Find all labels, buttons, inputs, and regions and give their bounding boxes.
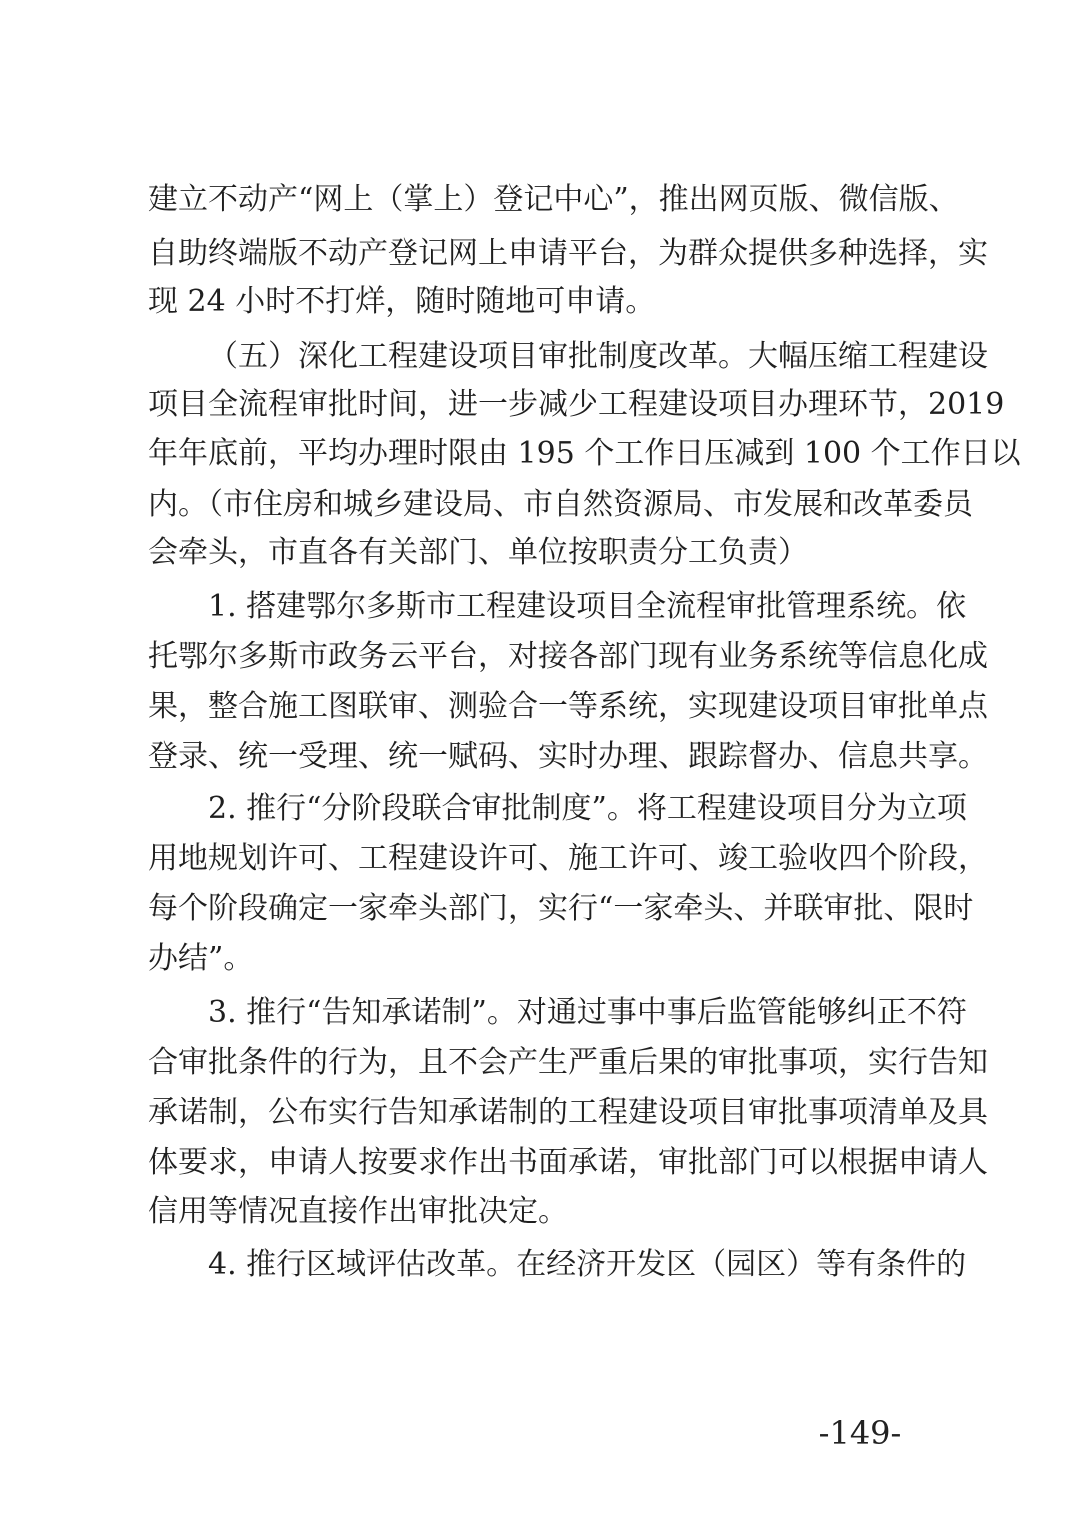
body-text-line: 项目全流程审批时间，进一步减少工程建设项目办理环节，2019 [148,387,1005,422]
body-text-line: 果，整合施工图联审、测验合一等系统，实现建设项目审批单点 [148,689,988,724]
body-text-line: 年年底前，平均办理时限由 195 个工作日压减到 100 个工作日以 [148,436,1021,471]
item-heading-line: 4. 推行区域评估改革。在经济开发区（园区）等有条件的 [208,1247,967,1282]
body-text-line: 建立不动产“网上（掌上）登记中心”，推出网页版、微信版、 [148,182,959,217]
body-text-line: 登录、统一受理、统一赋码、实时办理、跟踪督办、信息共享。 [148,739,988,774]
section-heading-line: （五）深化工程建设项目审批制度改革。大幅压缩工程建设 [208,339,988,374]
body-text-line: 承诺制，公布实行告知承诺制的工程建设项目审批事项清单及具 [148,1095,988,1130]
body-text-line: 现 24 小时不打烊，随时随地可申请。 [148,284,656,319]
body-text-line: 内。（市住房和城乡建设局、市自然资源局、市发展和改革委员 [148,487,973,522]
body-text-line: 会牵头，市直各有关部门、单位按职责分工负责） [148,535,808,570]
body-text-line: 合审批条件的行为，且不会产生严重后果的审批事项，实行告知 [148,1045,988,1080]
body-text-line: 每个阶段确定一家牵头部门，实行“一家牵头、并联审批、限时 [148,891,974,926]
page-number: -149- [818,1414,902,1452]
body-text-line: 自助终端版不动产登记网上申请平台，为群众提供多种选择，实 [148,236,988,271]
item-heading-line: 1. 搭建鄂尔多斯市工程建设项目全流程审批管理系统。依 [208,589,967,624]
body-text-line: 体要求，申请人按要求作出书面承诺，审批部门可以根据申请人 [148,1145,988,1180]
body-text-line: 办结”。 [148,941,254,976]
body-text-line: 信用等情况直接作出审批决定。 [148,1194,568,1229]
body-text-line: 托鄂尔多斯市政务云平台，对接各部门现有业务系统等信息化成 [148,639,988,674]
item-heading-line: 2. 推行“分阶段联合审批制度”。将工程建设项目分为立项 [208,791,967,826]
item-heading-line: 3. 推行“告知承诺制”。对通过事中事后监管能够纠正不符 [208,995,967,1030]
body-text-line: 用地规划许可、工程建设许可、施工许可、竣工验收四个阶段， [148,841,988,876]
